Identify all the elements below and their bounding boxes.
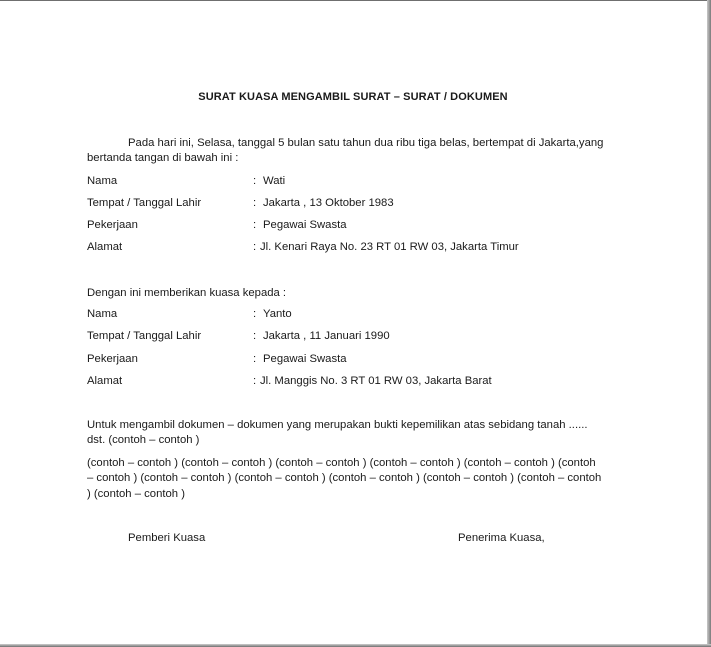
- purpose-line-1: Untuk mengambil dokumen – dokumen yang merupakan bukti kepemilikan atas sebidang tanah ......: [87, 419, 588, 431]
- grantee-nama-label: Nama: [87, 308, 118, 320]
- grantor-alamat-value: Jl. Kenari Raya No. 23 RT 01 RW 03, Jakarta Timur: [260, 241, 519, 253]
- intro-line-2: bertanda tangan di bawah ini :: [87, 152, 239, 164]
- grantor-pekerjaan-value: Pegawai Swasta: [263, 219, 347, 231]
- grantee-ttl-colon: :: [253, 330, 257, 342]
- transition-line: Dengan ini memberikan kuasa kepada :: [87, 287, 287, 299]
- grantor-nama-label: Nama: [87, 175, 118, 187]
- signature-left-label: Pemberi Kuasa: [128, 532, 206, 544]
- example-line-3: ) (contoh – contoh ): [87, 488, 185, 500]
- grantor-pekerjaan-colon: :: [253, 219, 257, 231]
- grantee-nama-value: Yanto: [263, 308, 292, 320]
- example-line-2: – contoh ) (contoh – contoh ) (contoh – contoh ) (contoh – contoh ) (contoh – contoh ) (contoh – contoh: [87, 472, 602, 484]
- signature-right-label: Penerima Kuasa,: [458, 532, 545, 544]
- example-line-1: (contoh – contoh ) (contoh – contoh ) (contoh – contoh ) (contoh – contoh ) (contoh – contoh ) (contoh: [87, 457, 596, 469]
- purpose-line-2: dst. (contoh – contoh ): [87, 434, 200, 446]
- intro-line-1: Pada hari ini, Selasa, tanggal 5 bulan satu tahun dua ribu tiga belas, bertempat di Jakarta,yang: [128, 137, 604, 149]
- grantor-nama-colon: :: [253, 175, 257, 187]
- grantee-nama-colon: :: [253, 308, 257, 320]
- grantee-pekerjaan-value: Pegawai Swasta: [263, 353, 347, 365]
- grantee-pekerjaan-colon: :: [253, 353, 257, 365]
- grantor-alamat-label: Alamat: [87, 241, 123, 253]
- grantor-ttl-colon: :: [253, 197, 257, 209]
- grantee-pekerjaan-label: Pekerjaan: [87, 353, 138, 365]
- grantor-ttl-value: Jakarta , 13 Oktober 1983: [263, 197, 394, 209]
- grantee-ttl-label: Tempat / Tanggal Lahir: [87, 330, 202, 342]
- document-title: SURAT KUASA MENGAMBIL SURAT – SURAT / DOKUMEN: [198, 91, 508, 103]
- grantee-alamat-colon: :: [253, 375, 257, 387]
- grantee-alamat-label: Alamat: [87, 375, 123, 387]
- grantee-ttl-value: Jakarta , 11 Januari 1990: [263, 330, 390, 342]
- grantor-alamat-colon: :: [253, 241, 257, 253]
- grantee-alamat-value: Jl. Manggis No. 3 RT 01 RW 03, Jakarta Barat: [260, 375, 492, 387]
- page-right-shadow: [707, 0, 711, 647]
- grantor-nama-value: Wati: [263, 175, 286, 187]
- grantor-ttl-label: Tempat / Tanggal Lahir: [87, 197, 202, 209]
- page-top-border: [0, 0, 711, 1]
- grantor-pekerjaan-label: Pekerjaan: [87, 219, 138, 231]
